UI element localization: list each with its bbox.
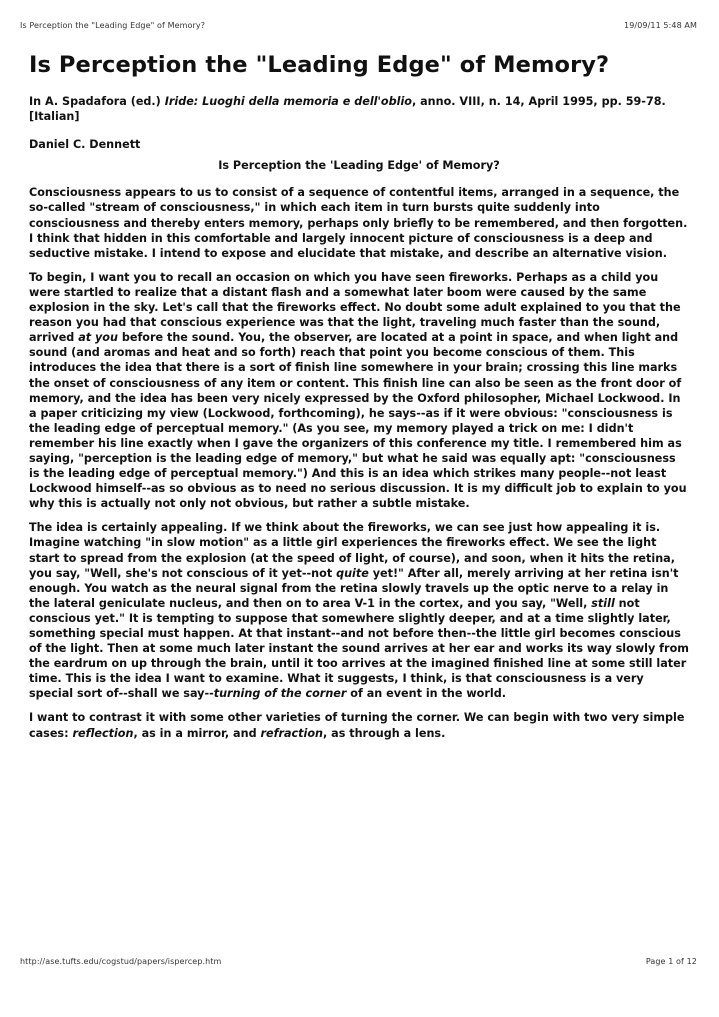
- paragraph-4-text-a: I want to contrast it with some other varieties of turning the corner. We can begin with two very simple cases:: [29, 711, 685, 740]
- paragraph-3-emphasis-2: still: [591, 596, 615, 610]
- paragraph-2-text-a: To begin, I want you to recall an occasion on which you have seen fireworks. Perhaps as a child you were startled to realize that a distant flash and a somewhat later boom were caused by the same explosion in the sky. Let's call that the fireworks effect. No doubt some adult explained to you that the reason you had that conscious experience was that the light, traveling much faster than the sound, arrived: [29, 270, 681, 345]
- paragraph-4-emphasis-1: reflection: [72, 726, 134, 740]
- paragraph-4: [29, 710, 689, 740]
- paragraph-3-text-c: not conscious yet." It is tempting to suppose that somewhere slightly deeper, and at a time slightly later, something special must happen. At that instant--and not before then--the little girl becomes conscious of the light. Then at some much later instant the sound arrives at her ear and works its way slowly from the eardrum on up through the brain, until it too arrives at the imagined finished line at some still later time. This is the idea I want to examine. What it suggests, I think, is that consciousness is a very special sort of--shall we say--: [29, 596, 689, 701]
- paragraph-3-text-d: of an event in the world.: [346, 687, 506, 701]
- print-footer-url: http://ase.tufts.edu/cogstud/papers/ispercep.htm: [20, 957, 222, 966]
- citation-suffix: , anno. VIII, n. 14, April 1995, pp. 59-78. [Italian]: [29, 95, 666, 124]
- print-header: [20, 21, 697, 30]
- author: Daniel C. Dennett: [29, 138, 141, 152]
- print-header-timestamp: 19/09/11 5:48 AM: [624, 21, 697, 30]
- print-header-title: Is Perception the "Leading Edge" of Memory?: [20, 21, 206, 30]
- paragraph-3-emphasis-3: turning of the corner: [213, 687, 347, 701]
- paragraph-2-emphasis: at you: [78, 331, 118, 345]
- citation-prefix: In A. Spadafora (ed.): [29, 95, 165, 108]
- paragraph-4-text-b: , as in a mirror, and: [133, 726, 261, 740]
- paragraph-4-text-c: , as through a lens.: [323, 726, 446, 740]
- print-footer-page-number: Page 1 of 12: [645, 957, 697, 966]
- paragraph-3-text-b: yet!" After all, merely arriving at her retina isn't enough. You watch as the neural signal from the retina slowly travels up the optic nerve to a relay in the lateral geniculate nucleus, and then on to area V-1 in the cortex, and you say, "Well,: [29, 566, 679, 610]
- page-title: Is Perception the "Leading Edge" of Memory?: [29, 52, 610, 78]
- article-content: [29, 52, 689, 750]
- print-footer: [20, 957, 697, 966]
- paragraph-4-emphasis-2: refraction: [260, 726, 323, 740]
- citation-journal: Iride: Luoghi della memoria e dell'oblio: [164, 95, 412, 108]
- paragraph-3: [29, 520, 689, 701]
- paragraph-1: Consciousness appears to us to consist of a sequence of contentful items, arranged in a sequence, the so-called "stream of consciousness," in which each item in turn bursts quite suddenly into consciousness and thereby enters memory, perhaps only briefly to be remembered, and then forgotten. I think that hidden in this comfortable and largely innocent picture of consciousness is a deep and seductive mistake. I intend to expose and elucidate that mistake, and describe an alternative vision.: [29, 186, 688, 260]
- article-subtitle: Is Perception the 'Leading Edge' of Memory?: [218, 159, 500, 173]
- paragraph-3-emphasis-1: quite: [336, 566, 369, 580]
- citation: [29, 94, 689, 124]
- paragraph-2: [29, 270, 689, 512]
- paragraph-3-text-a: The idea is certainly appealing. If we think about the fireworks, we can see just how appealing it is. Imagine watching "in slow motion" as a little girl experiences the fireworks effect. We see the light start to spread from the explosion (at the speed of light, of course), and soon, when it hits the retina, you say, "Well, she's not conscious of it yet--not: [29, 521, 675, 580]
- paragraph-2-text-b: before the sound. You, the observer, are located at a point in space, and when light and sound (and aromas and heat and so forth) reach that point you become conscious of them. This introduces the idea that there is a sort of finish line somewhere in your brain; crossing this line marks the onset of consciousness of any item or content. This finish line can also be seen as the front door of memory, and the idea has been very nicely expressed by the Oxford philosopher, Michael Lockwood. In a paper criticizing my view (Lockwood, forthcoming), he says--as if it were obvious: "consciousness is the leading edge of perceptual memory." (As you see, my memory played a trick on me: I didn't remember his line exactly when I gave the organizers of this conference my title. I remembered him as saying, "perception is the leading edge of memory," but what he said was equally apt: "consciousness is the leading edge of perceptual memory.") And this is an idea which strikes many people--not least Lockwood himself--as so obvious as to need no serious discussion. It is my difficult job to explain to you why this is actually not only not obvious, but rather a subtle mistake.: [29, 331, 687, 511]
